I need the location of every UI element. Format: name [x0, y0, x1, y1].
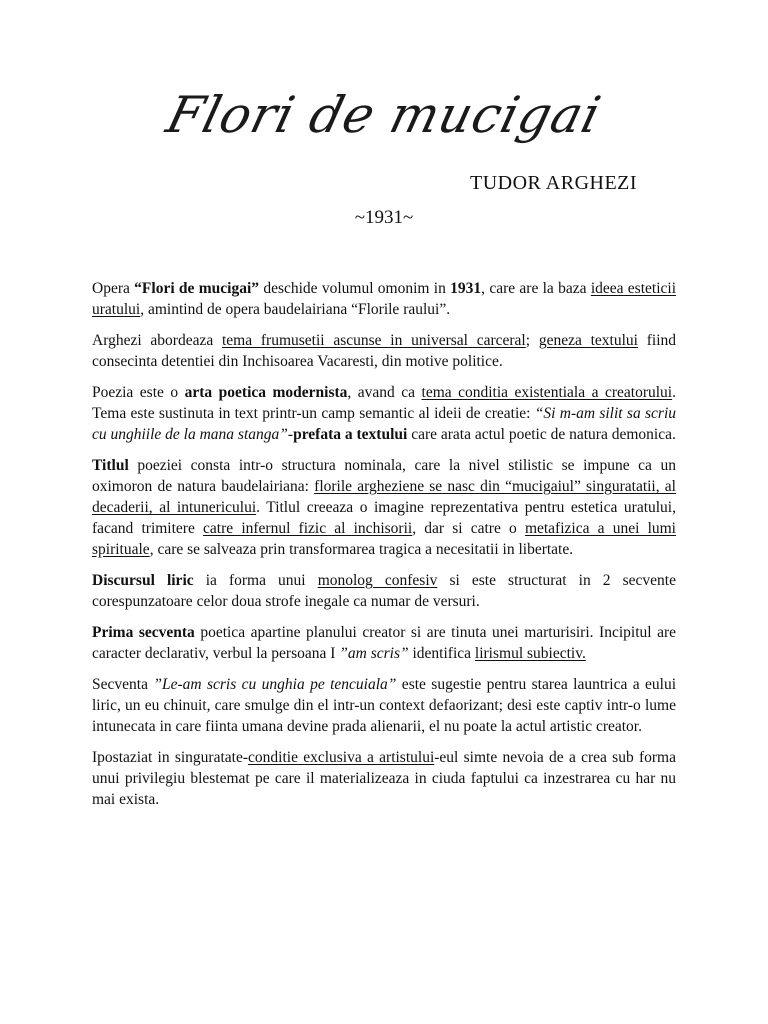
text-run: identifica — [408, 645, 475, 662]
text-run: poetica apartine planului creator si are tinuta unei marturisiri. Incipitul are caracter declarativ, verbul la persoana I — [92, 624, 676, 662]
bold-text: Prima secventa — [92, 624, 195, 641]
bold-text: Titlul — [92, 457, 129, 474]
text-run: Ipostaziat in singuratate- — [92, 749, 249, 766]
text-run: Poezia este o — [92, 384, 185, 401]
paragraph — [92, 622, 676, 664]
underlined-text: conditie exclusiva a artistului — [248, 749, 435, 766]
underlined-text: geneza textului — [538, 332, 638, 349]
paragraph — [92, 674, 676, 737]
underlined-text: monolog confesiv — [317, 572, 438, 589]
underlined-text: lirismul subiectiv. — [474, 645, 586, 662]
bold-text: prefata a textului — [293, 426, 408, 443]
publication-year: ~1931~ — [354, 207, 414, 228]
underlined-text: metafizica a unei lumi spirituale — [92, 520, 676, 558]
text-run: - — [287, 426, 294, 443]
text-run: fiind consecinta detentiei din Inchisoarea Vacaresti, din motive politice. — [92, 332, 677, 370]
underlined-text: tema frumusetii ascunse in universal carceral — [221, 332, 526, 349]
text-run: . Tema este sustinuta in text printr-un camp semantic al ideii de creatie: — [92, 384, 676, 422]
document-body — [92, 278, 676, 820]
italic-quote: “Si m-am silit sa scriu cu unghiile de la mana stanga” — [92, 405, 676, 443]
text-run: Secventa — [92, 676, 154, 693]
text-run: ia forma unui — [193, 572, 318, 589]
italic-quote: ”am scris” — [339, 645, 409, 662]
paragraph — [92, 570, 676, 612]
text-run: poeziei consta intr-o structura nominala, care la nivel stilistic se impune ca un oximoron de natura baudelairiana: — [92, 457, 676, 495]
text-run: deschide volumul omonim in — [259, 280, 451, 297]
underlined-text: catre infernul fizic al inchisorii — [203, 520, 413, 537]
text-run: , amintind de opera baudelairiana “Florile raului”. — [140, 301, 451, 318]
italic-quote: ”Le-am scris cu unghia pe tencuiala” — [153, 676, 397, 693]
underlined-text: ideea esteticii uratului — [92, 280, 677, 318]
text-run: este sugestie pentru starea launtrica a eului liric, un eu chinuit, care smulge din el intr-un context defaorizant; desi este captiv intr-o lume intunecata in care fiinta umana devine prada alienarii, el nu poate la actul artistic creator. — [92, 676, 677, 735]
text-run: , avand ca — [347, 384, 422, 401]
bold-text: 1931 — [450, 280, 482, 297]
text-run: care arata actul poetic de natura demonica. — [407, 426, 676, 443]
underlined-text: tema conditia existentiala a creatorului — [421, 384, 673, 401]
bold-text: arta poetica modernista — [184, 384, 348, 401]
author-name: TUDOR ARGHEZI — [470, 172, 638, 194]
text-run: ; — [525, 332, 539, 349]
text-run: Arghezi abordeaza — [92, 332, 222, 349]
text-run: -eul simte nevoia de a crea sub forma unui privilegiu blestemat pe care il materializeaza in ciuda faptului ca inzestrarea cu har nu mai exista. — [92, 749, 676, 808]
paragraph — [92, 278, 676, 320]
bold-text: “Flori de mucigai” — [134, 280, 260, 297]
bold-text: Discursul liric — [92, 572, 194, 589]
underlined-text: florile argheziene se nasc din “mucigaiul” singuratatii, al decaderii, al intunericului — [92, 478, 676, 516]
paragraph — [92, 330, 676, 372]
text-run: , care se salveaza prin transformarea tragica a necesitatii in libertate. — [149, 541, 574, 558]
text-run: si este structurat in 2 secvente corespunzatoare celor doua strofe inegale ca numar de versuri. — [92, 572, 676, 610]
paragraph — [92, 382, 676, 445]
paragraph — [92, 455, 676, 560]
text-run: Opera — [92, 280, 135, 297]
text-run: . Titlul creeaza o imagine reprezentativa pentru estetica uratului, facand trimitere — [92, 499, 676, 537]
paragraph — [92, 747, 676, 810]
document-title: Flori de mucigai — [161, 86, 607, 144]
text-run: , dar si catre o — [412, 520, 525, 537]
text-run: , care are la baza — [481, 280, 591, 297]
